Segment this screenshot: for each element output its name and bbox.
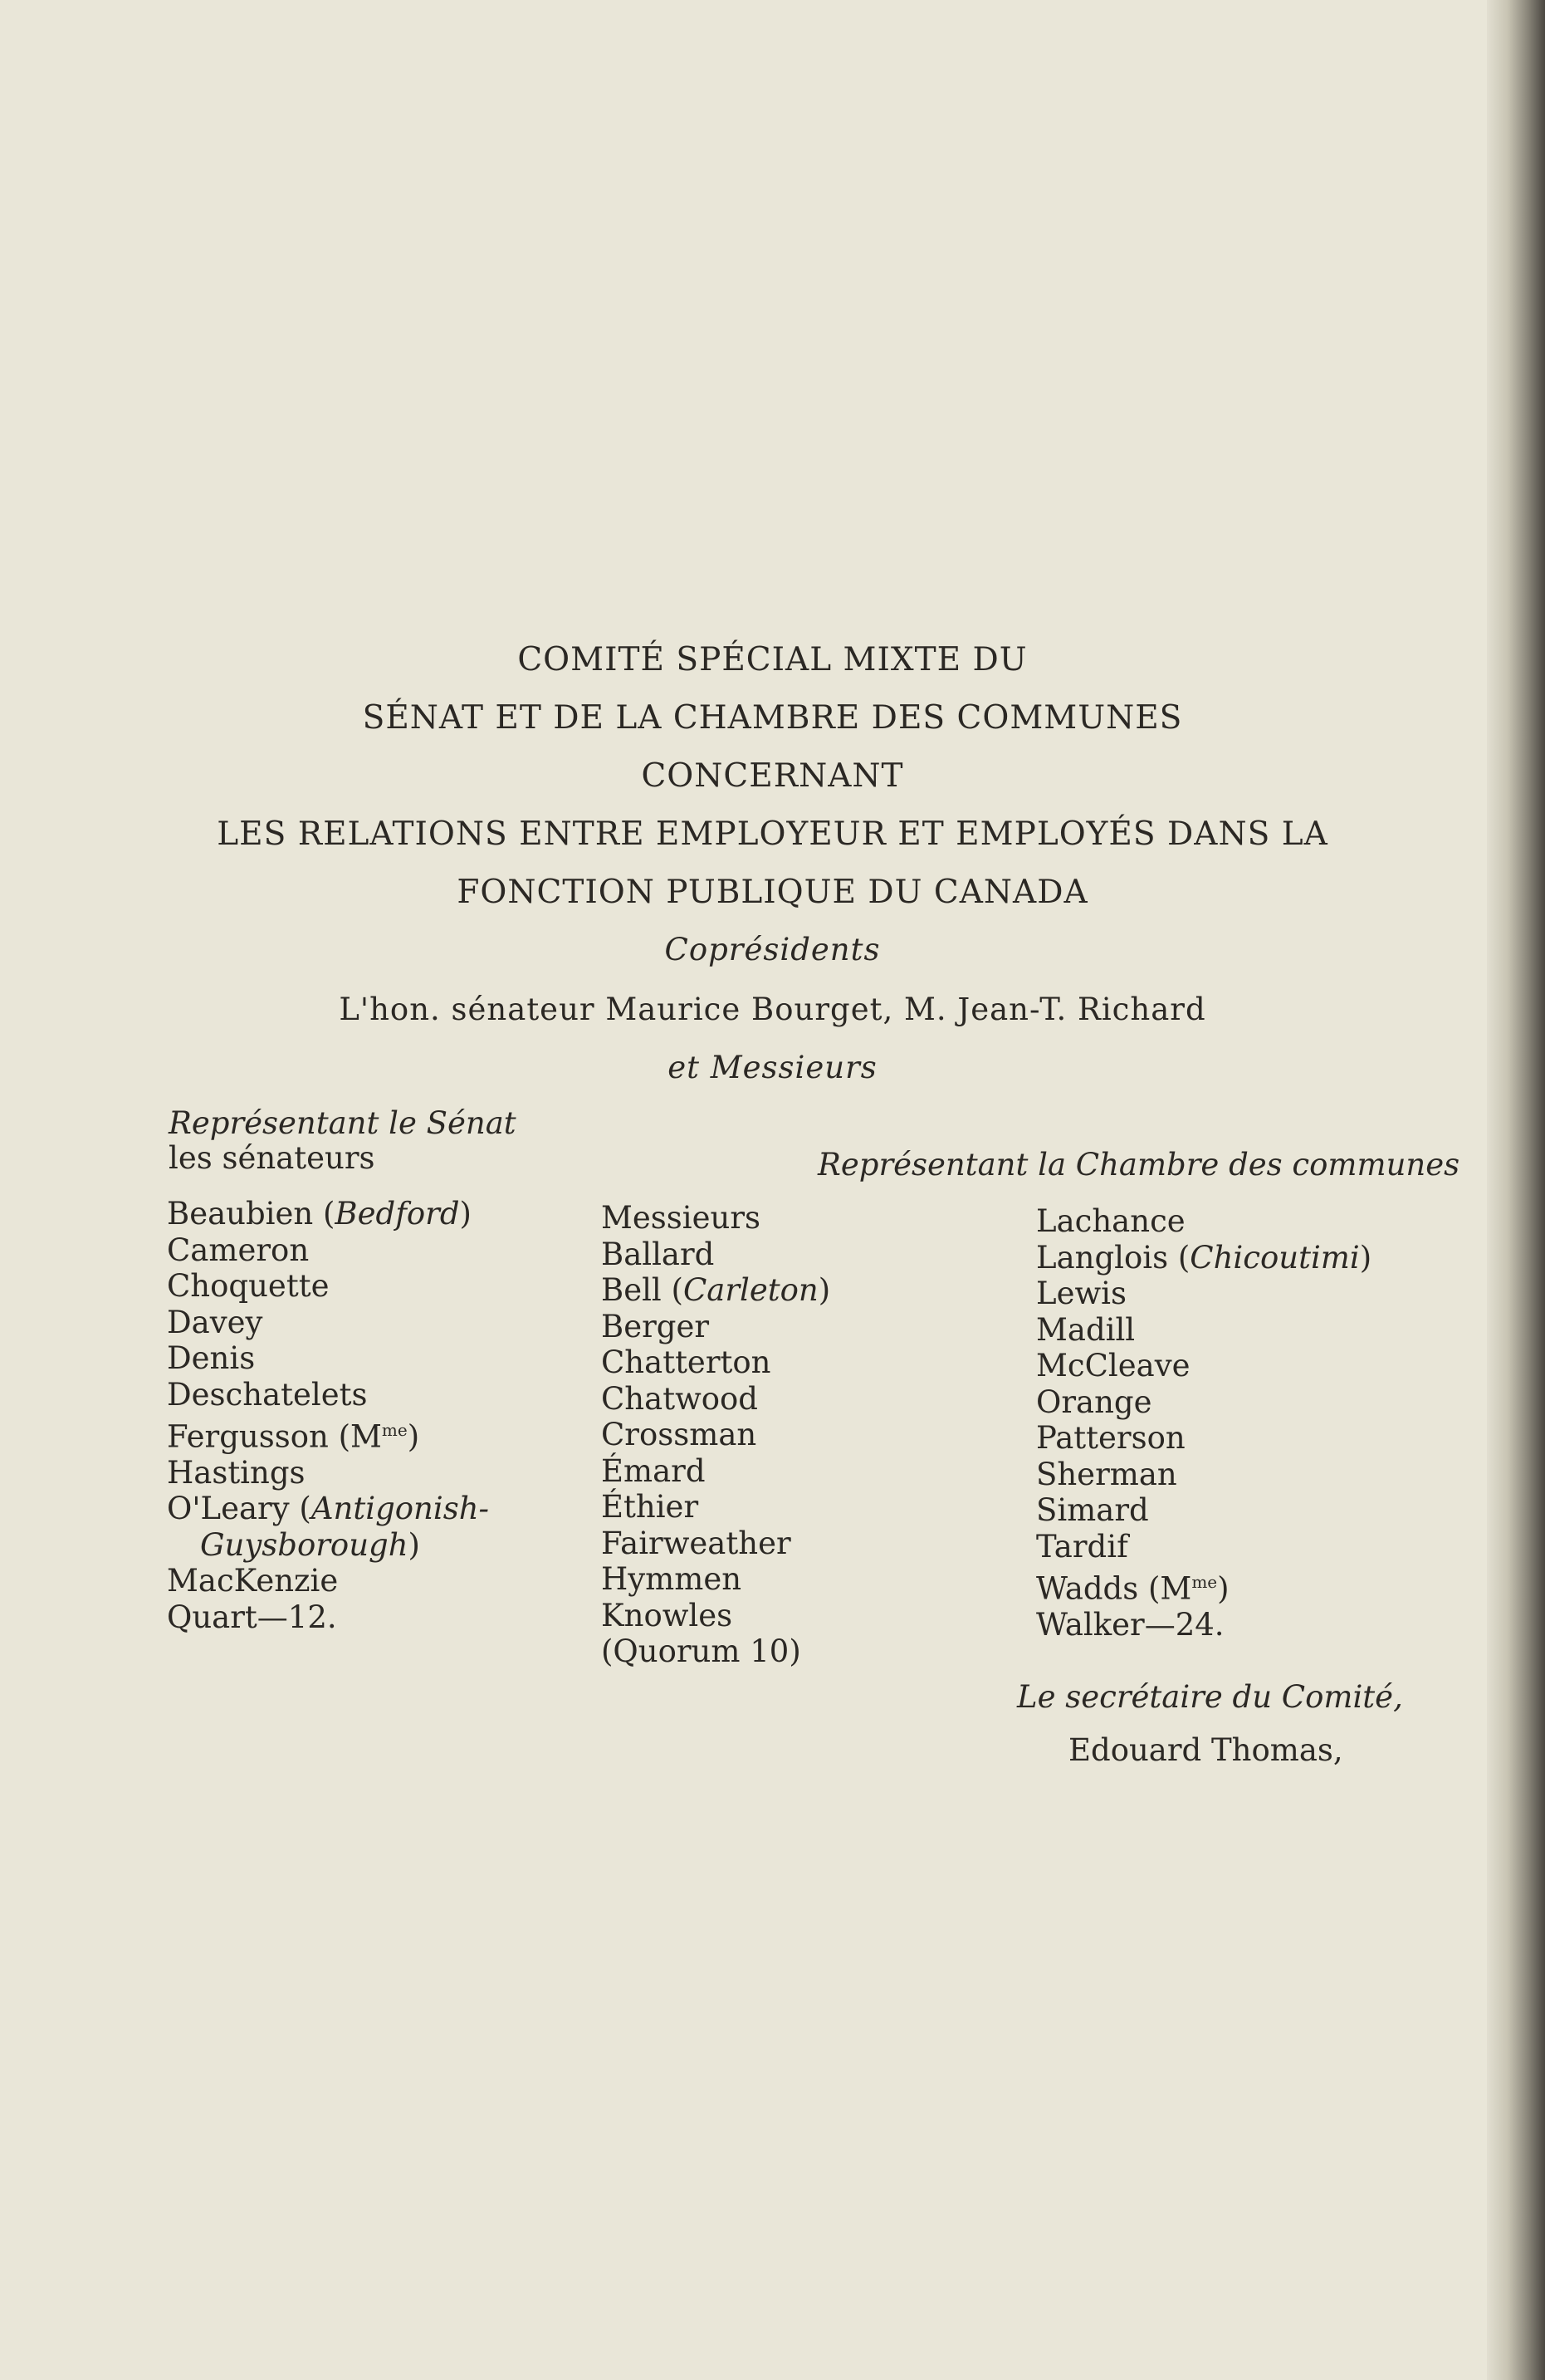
copresidents-label: Coprésidents	[664, 932, 881, 967]
member-name: Wadds (M	[1036, 1570, 1192, 1607]
member-riding: Carleton	[682, 1272, 819, 1308]
member-entry	[601, 1489, 830, 1525]
member-name: Berger	[601, 1308, 710, 1344]
member-name: Beaubien (	[167, 1196, 335, 1232]
member-name: Fairweather	[601, 1525, 791, 1561]
member-entry	[1036, 1565, 1371, 1607]
senate-subheading: les sénateurs	[169, 1140, 375, 1176]
member-entry	[601, 1200, 830, 1237]
senate-heading: Représentant le Sénat	[169, 1105, 516, 1141]
member-entry	[601, 1453, 830, 1490]
member-entry	[167, 1377, 489, 1413]
member-name: Crossman	[601, 1417, 757, 1452]
member-entry	[167, 1563, 489, 1599]
member-entry	[1036, 1312, 1371, 1349]
member-entry	[167, 1491, 489, 1527]
member-suffix: )	[459, 1196, 472, 1232]
member-entry	[1036, 1276, 1371, 1312]
member-name: Madill	[1036, 1311, 1136, 1348]
member-entry	[1036, 1384, 1371, 1421]
member-name: Tardif	[1036, 1528, 1128, 1565]
member-name: Simard	[1036, 1492, 1149, 1528]
member-name: Messieurs	[601, 1200, 760, 1236]
member-name: Patterson	[1036, 1420, 1186, 1456]
member-entry	[601, 1633, 830, 1670]
et-messieurs: et Messieurs	[667, 1050, 878, 1085]
member-name: Davey	[167, 1304, 263, 1340]
member-entry	[601, 1309, 830, 1345]
member-name: Orange	[1036, 1383, 1152, 1420]
header-line-1: COMITÉ SPÉCIAL MIXTE DU	[517, 641, 1028, 678]
member-name: Éthier	[601, 1489, 699, 1525]
commons-heading: Représentant la Chambre des communes	[818, 1147, 1460, 1183]
member-entry	[1036, 1607, 1371, 1643]
member-name: Bell (	[601, 1272, 683, 1308]
member-suffix: )	[407, 1418, 420, 1455]
member-entry	[167, 1268, 489, 1305]
member-suffix: )	[1217, 1570, 1230, 1607]
member-name: Walker—24.	[1036, 1606, 1225, 1643]
member-name: (Quorum 10)	[601, 1633, 801, 1669]
member-entry	[167, 1455, 489, 1491]
member-name: Fergusson (M	[167, 1418, 382, 1455]
member-entry	[167, 1413, 489, 1455]
member-name: Langlois (	[1036, 1239, 1191, 1276]
member-name: MacKenzie	[167, 1563, 339, 1599]
member-name: Quart—12.	[167, 1599, 337, 1635]
member-riding: Chicoutimi	[1190, 1239, 1360, 1276]
commons-column-1	[601, 1200, 830, 1670]
member-title-superscript: me	[381, 1420, 408, 1440]
member-name: Lachance	[1036, 1203, 1186, 1239]
member-name: McCleave	[1036, 1348, 1191, 1383]
copresidents-names: L'hon. sénateur Maurice Bourget, M. Jean-T. Richard	[339, 992, 1206, 1027]
member-entry	[1036, 1492, 1371, 1529]
member-entry	[1036, 1457, 1371, 1493]
member-suffix: )	[818, 1272, 831, 1308]
member-entry	[167, 1527, 489, 1564]
header-line-2: SÉNAT ET DE LA CHAMBRE DES COMMUNES	[362, 699, 1183, 737]
senate-members-list	[167, 1196, 489, 1635]
member-entry	[1036, 1240, 1371, 1276]
member-name: O'Leary (	[167, 1491, 311, 1527]
member-entry	[1036, 1348, 1371, 1384]
member-suffix: )	[408, 1526, 420, 1563]
member-name: Chatwood	[601, 1380, 758, 1417]
member-riding: Antigonish-	[310, 1491, 490, 1527]
member-entry	[601, 1525, 830, 1562]
member-entry	[601, 1561, 830, 1598]
member-entry	[1036, 1529, 1371, 1565]
member-entry	[601, 1381, 830, 1418]
member-entry	[601, 1598, 830, 1634]
member-entry	[167, 1196, 489, 1232]
member-entry	[167, 1599, 489, 1636]
header-line-5: FONCTION PUBLIQUE DU CANADA	[457, 874, 1088, 911]
member-name: Knowles	[601, 1597, 733, 1633]
member-entry	[601, 1344, 830, 1381]
member-entry	[601, 1272, 830, 1309]
member-entry	[1036, 1420, 1371, 1457]
member-entry	[167, 1340, 489, 1377]
member-name: Denis	[167, 1340, 256, 1376]
member-entry	[601, 1417, 830, 1453]
member-entry	[167, 1232, 489, 1269]
bleed-through-text	[0, 141, 1545, 179]
member-riding: Guysborough	[200, 1526, 408, 1563]
member-entry	[1036, 1203, 1371, 1240]
secretary-name: Edouard Thomas,	[1068, 1732, 1343, 1768]
member-riding: Bedford	[335, 1196, 460, 1232]
member-name: Deschatelets	[167, 1376, 368, 1413]
secretary-title: Le secrétaire du Comité,	[1017, 1679, 1403, 1715]
member-name: Choquette	[167, 1268, 330, 1304]
member-entry	[601, 1237, 830, 1273]
header-line-4: LES RELATIONS ENTRE EMPLOYEUR ET EMPLOYÉS DANS LA	[217, 815, 1328, 853]
member-name: Lewis	[1036, 1276, 1127, 1311]
member-name: Hymmen	[601, 1561, 742, 1597]
member-name: Cameron	[167, 1232, 310, 1268]
commons-column-2	[1036, 1203, 1371, 1643]
member-name: Émard	[601, 1452, 706, 1489]
header-line-3: CONCERNANT	[641, 757, 904, 795]
member-suffix: )	[1359, 1239, 1372, 1276]
member-name: Chatterton	[601, 1344, 771, 1380]
member-name: Ballard	[601, 1236, 715, 1272]
book-spine-shadow	[1487, 0, 1545, 2380]
member-name: Sherman	[1036, 1456, 1177, 1492]
member-title-superscript: me	[1191, 1572, 1218, 1592]
member-name: Hastings	[167, 1454, 306, 1491]
member-entry	[167, 1305, 489, 1341]
